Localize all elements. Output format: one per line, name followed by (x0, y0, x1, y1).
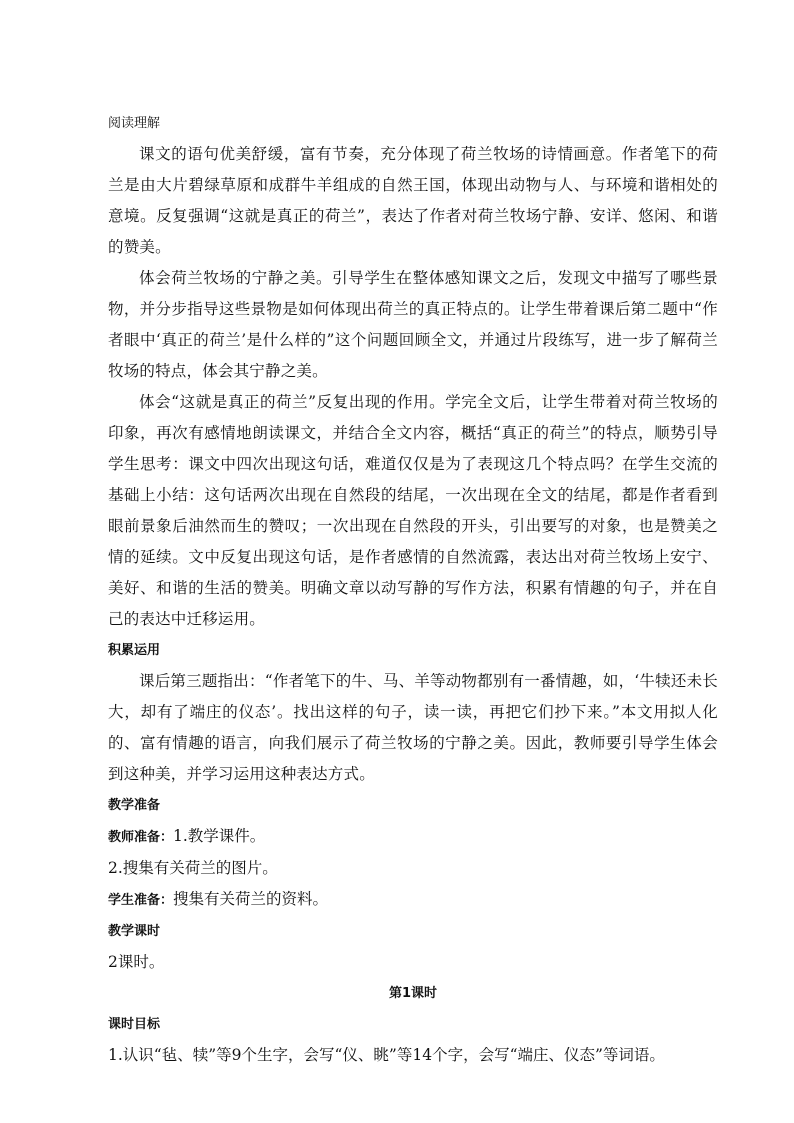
reading-paragraph-3: 体会“这就是真正的荷兰”反复出现的作用。学完全文后，让学生带着对荷兰牧场的印象，再次有感情地朗读课文，并结合全文内容，概括“真正的荷兰”的特点，顺势引导学生思考：课文中四次出现这句话，难道仅仅是为了表现这几个特点吗？在学生交流的基础上小结：这句话两次出现在自然段的结尾，一次出现在全文的结尾，都是作者看到眼前景象后油然而生的赞叹；一次出现在自然段的开头，引出要写的对象，也是赞美之情的延续。文中反复出现这句话，是作者感情的自然流露，表达出对荷兰牧场上安宁、美好、和谐的生活的赞美。明确文章以动写静的写作方法，积累有情趣的句子，并在自己的表达中迁移运用。 (108, 393, 718, 628)
student-prep-item: 搜集有关荷兰的资料。 (173, 890, 329, 908)
section-heading-goals: 课时目标 (108, 1017, 161, 1032)
goal-item-1: 1.认识“毡、犊”等9个生字，会写“仪、眺”等14个字，会写“端庄、仪态”等词语。 (108, 1046, 665, 1064)
teacher-prep-line (108, 821, 718, 853)
section-heading-hours: 教学课时 (108, 924, 161, 939)
section-heading-accumulate: 积累运用 (108, 643, 161, 658)
reading-paragraph-1: 课文的语句优美舒缓，富有节奏，充分体现了荷兰牧场的诗情画意。作者笔下的荷兰是由大片碧绿草原和成群牛羊组成的自然王国，体现出动物与人、与环境和谐相处的意境。反复强调“这就是真正的荷兰”，表达了作者对荷兰牧场宁静、安详、悠闲、和谐的赞美。 (108, 145, 718, 256)
document-page (108, 108, 718, 1071)
student-prep-line (108, 884, 718, 916)
student-prep-label: 学生准备： (108, 893, 174, 908)
teacher-prep-label: 教师准备： (108, 830, 174, 845)
section-heading-prep: 教学准备 (108, 798, 161, 813)
section-heading-reading: 阅读理解 (108, 116, 161, 131)
teacher-prep-item-1: 1.教学课件。 (173, 827, 266, 845)
reading-paragraph-2: 体会荷兰牧场的宁静之美。引导学生在整体感知课文之后，发现文中描写了哪些景物，并分步指导这些景物是如何体现出荷兰的真正特点的。让学生带着课后第二题中“作者眼中‘真正的荷兰’是什么样的”这个问题回顾全文，并通过片段练写，进一步了解荷兰牧场的特点，体会其宁静之美。 (108, 269, 718, 380)
accumulate-paragraph-1: 课后第三题指出：“作者笔下的牛、马、羊等动物都别有一番情趣，如，‘牛犊还未长大，却有了端庄的仪态’。找出这样的句子，读一读，再把它们抄下来。”本文用拟人化的、富有情趣的语言，向我们展示了荷兰牧场的宁静之美。因此，教师要引导学生体会到这种美，并学习运用这种表达方式。 (108, 672, 718, 783)
teacher-prep-item-2: 2.搜集有关荷兰的图片。 (108, 859, 278, 877)
lesson-1-title: 第1课时 (388, 986, 438, 1001)
hours-value: 2课时。 (108, 953, 165, 971)
